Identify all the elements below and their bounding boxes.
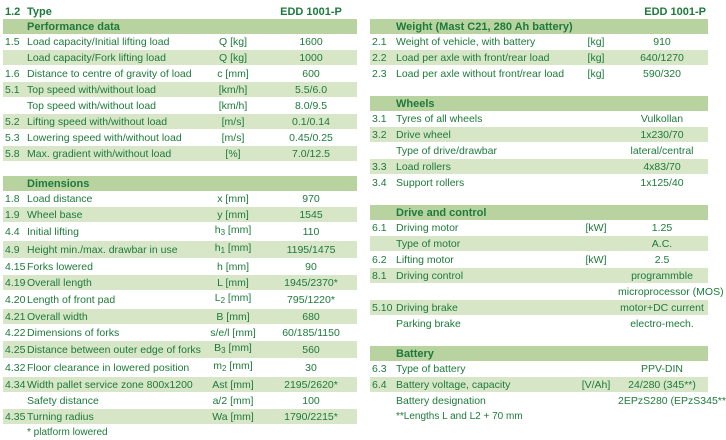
spec-row (3, 82, 357, 98)
spec-unit: c [mm] (201, 66, 265, 82)
spec-value: 600 (265, 66, 357, 82)
section-code (370, 96, 394, 111)
spec-code (370, 143, 394, 159)
spec-row (370, 361, 708, 377)
unit-symbol: h (214, 242, 221, 254)
footnote-text: * platform lowered (27, 426, 108, 438)
spec-unit (576, 361, 616, 377)
spec-value: 970 (265, 191, 357, 207)
spec-value: 1x125/40 (616, 175, 708, 191)
spec-unit (576, 393, 616, 409)
spec-row (370, 252, 708, 268)
spec-value: motor+DC current (616, 300, 708, 316)
spec-code: 5.8 (3, 146, 25, 162)
spec-label: Lowering speed with/without load (25, 130, 201, 146)
spec-label (394, 284, 576, 300)
spec-code: 4.35 (5, 410, 26, 423)
head-blank (370, 4, 394, 19)
spec-label: Battery designation (394, 393, 576, 409)
spec-row (3, 359, 357, 377)
spec-row (370, 220, 708, 236)
left-spec-column (3, 4, 357, 440)
spec-unit: [kg] (576, 66, 616, 82)
model-name: EDD 1001-P (280, 5, 342, 18)
spec-label: Type of motor (394, 236, 576, 252)
spec-code: 4.9 (3, 241, 25, 259)
spec-row (3, 377, 357, 393)
spec-row (370, 66, 708, 82)
spec-label: Length of front pad (25, 291, 201, 309)
spec-label: Floor clearance in lowered position (25, 359, 201, 377)
spec-code: 1.9 (3, 207, 25, 223)
spec-label: Tyres of all wheels (394, 111, 576, 127)
spec-unit (201, 223, 265, 241)
section-code (3, 176, 25, 191)
spec-row (3, 275, 357, 291)
spec-label: Lifting speed with/without load (25, 114, 201, 130)
spec-code: 5.1 (3, 82, 25, 98)
section-header (3, 19, 357, 34)
spec-row (3, 393, 357, 409)
unit-subscript: 2 (222, 364, 227, 373)
spec-unit (576, 268, 616, 284)
spec-row (370, 236, 708, 252)
spec-unit: [km/h] (201, 98, 265, 114)
spec-row (3, 291, 357, 309)
section-spacer (370, 82, 708, 97)
spec-row (3, 114, 357, 130)
spec-value: 0.1/0.14 (265, 114, 357, 130)
spec-value: 90 (265, 259, 357, 275)
section-code (3, 19, 25, 34)
unit-rest: [mm] (225, 342, 252, 354)
platform-footnote (3, 425, 357, 440)
spec-value: 1000 (265, 50, 357, 66)
spec-value: 640/1270 (616, 50, 708, 66)
spec-unit: Wa [mm] (201, 409, 265, 425)
spec-label: Parking brake (394, 316, 576, 332)
section-spacer (370, 191, 708, 206)
spec-unit (576, 175, 616, 191)
section-code (370, 346, 394, 361)
section-spacer (370, 332, 708, 347)
model-header-row (370, 4, 708, 19)
spec-code: 3.2 (370, 127, 394, 143)
spec-code: 4.19 (5, 276, 26, 289)
spec-value: 1545 (265, 207, 357, 223)
spec-label: Load per axle without front/rear load (394, 66, 576, 82)
spec-unit (201, 241, 265, 259)
spec-label: Safety distance (25, 393, 201, 409)
spec-row (370, 268, 708, 284)
spec-label: Wheel base (25, 207, 201, 223)
spec-code: 4.20 (3, 291, 25, 309)
spec-value: 7.0/12.5 (265, 146, 357, 162)
spec-label: Lifting motor (394, 252, 576, 268)
model-name: EDD 1001-P (644, 5, 706, 18)
spec-label: Distance between outer edge of forks (25, 341, 201, 359)
spec-code: 8.1 (370, 268, 394, 284)
spec-value: lateral/central (616, 143, 708, 159)
unit-subscript: 3 (220, 228, 226, 237)
spec-row (3, 259, 357, 275)
spec-unit: L [mm] (201, 275, 265, 291)
spec-code: 1.6 (3, 66, 25, 82)
section-header (370, 96, 708, 111)
spec-row (370, 159, 708, 175)
spec-label: Overall width (25, 309, 201, 325)
spec-label: Turning radius (25, 409, 201, 425)
section-title: Battery (394, 346, 708, 361)
section-title: Weight (Mast C21, 280 Ah battery) (394, 19, 708, 34)
spec-code: 5.2 (3, 114, 25, 130)
spec-unit: Ast [mm] (201, 377, 265, 393)
spec-unit: [V/Ah] (576, 377, 616, 393)
spec-unit: s/e/l [mm] (201, 325, 265, 341)
spec-label: Width pallet service zone 800x1200 (25, 377, 201, 393)
spec-value: microprocessor (MOS) (618, 285, 724, 298)
spec-row (3, 66, 357, 82)
spec-row (3, 223, 357, 241)
spec-row (370, 300, 708, 316)
spec-label: Driving motor (394, 220, 576, 236)
spec-code: 5.3 (3, 130, 25, 146)
unit-symbol: L (214, 292, 221, 304)
spec-label: Support rollers (394, 175, 576, 191)
spec-label: Dimensions of forks (25, 325, 201, 341)
spec-code: 4.34 (5, 378, 26, 391)
head-blank (394, 4, 576, 19)
spec-unit (576, 127, 616, 143)
spec-code (370, 393, 394, 409)
spec-code: 4.4 (3, 223, 25, 241)
spec-unit: y [mm] (201, 207, 265, 223)
spec-label: Driving brake (394, 300, 576, 316)
spec-value: 680 (265, 309, 357, 325)
spec-value: 0.45/0.25 (265, 130, 357, 146)
spec-unit: x [mm] (201, 191, 265, 207)
spec-label: Weight of vehicle, with battery (394, 34, 576, 50)
spec-code: 3.3 (370, 159, 394, 175)
spec-unit: a/2 [mm] (201, 393, 265, 409)
spec-label: Load per axle with front/rear load (394, 50, 576, 66)
spec-code: 4.22 (5, 326, 26, 339)
spec-label: Forks lowered (25, 259, 201, 275)
spec-code: 3.1 (370, 111, 394, 127)
spec-code: 5.10 (372, 301, 393, 314)
section-title: Wheels (394, 96, 708, 111)
spec-unit: [m/s] (201, 130, 265, 146)
spec-value: programmble (616, 268, 708, 284)
head-blank (576, 4, 616, 19)
type-code: 1.2 (5, 5, 21, 18)
spec-unit (576, 300, 616, 316)
spec-unit: [m/s] (201, 114, 265, 130)
spec-label: Top speed with/without load (25, 82, 201, 98)
spec-row (3, 341, 357, 359)
type-spacer (201, 4, 265, 19)
spec-value: 4x83/70 (616, 159, 708, 175)
spec-code: 4.25 (3, 341, 25, 359)
spec-unit: [km/h] (201, 82, 265, 98)
spec-row (370, 143, 708, 159)
spec-value: 1790/2215* (265, 409, 357, 425)
spec-row (370, 377, 708, 393)
section-title: Performance data (25, 19, 357, 34)
spec-label: Type of drive/drawbar (394, 143, 576, 159)
section-title: Drive and control (394, 205, 708, 220)
spec-label: Load distance (25, 191, 201, 207)
spec-value: 2EPzS280 (EPzS345** (618, 394, 726, 407)
spec-value: 2.5 (616, 252, 708, 268)
spec-code (3, 393, 25, 409)
spec-code: 6.3 (370, 361, 394, 377)
spec-code: 4.32 (3, 359, 25, 377)
spec-value: PPV-DIN (616, 361, 708, 377)
spec-label: Driving control (394, 268, 576, 284)
spec-value: 1195/1475 (265, 241, 357, 259)
unit-symbol: h (214, 224, 221, 236)
unit-symbol: m (213, 360, 223, 372)
spec-code (370, 284, 394, 300)
spec-code: 6.2 (370, 252, 394, 268)
spec-value: 560 (265, 341, 357, 359)
spec-unit: [kW] (576, 252, 616, 268)
spec-code (3, 98, 25, 114)
unit-subscript: 2 (220, 296, 226, 305)
spec-value: 1.25 (616, 220, 708, 236)
spec-unit: Q [kg] (201, 34, 265, 50)
left-spec-table (3, 4, 357, 440)
type-header-row (3, 4, 357, 19)
spec-label: Load capacity/Fork lifting load (25, 50, 201, 66)
spec-row (3, 191, 357, 207)
section-title: Dimensions (25, 176, 357, 191)
spec-code: 2.3 (370, 66, 394, 82)
right-spec-column (370, 4, 726, 424)
spec-unit (576, 236, 616, 252)
spec-unit: [kg] (576, 34, 616, 50)
spec-code: 2.2 (370, 50, 394, 66)
battery-footnote (370, 409, 708, 425)
spec-unit: [kW] (576, 220, 616, 236)
spec-row (3, 309, 357, 325)
spec-row (370, 284, 708, 300)
spec-label: Distance to centre of gravity of load (25, 66, 201, 82)
unit-rest: [mm] (225, 242, 252, 254)
spec-unit (201, 291, 265, 309)
spec-unit: Q [kg] (201, 50, 265, 66)
spec-row (3, 50, 357, 66)
spec-label: Load rollers (394, 159, 576, 175)
spec-row (3, 146, 357, 162)
spec-unit (576, 111, 616, 127)
spec-row (3, 98, 357, 114)
spec-row (3, 241, 357, 259)
spec-row (3, 34, 357, 50)
spec-code: 4.21 (5, 310, 26, 323)
type-label: Type (27, 5, 52, 18)
spec-code: 1.5 (3, 34, 25, 50)
spec-unit (576, 159, 616, 175)
spec-value: electro-mech. (616, 316, 708, 332)
spec-unit (201, 359, 265, 377)
spec-value: 8.0/9.5 (265, 98, 357, 114)
section-spacer (3, 162, 357, 177)
unit-subscript: 1 (220, 246, 226, 255)
section-code (370, 19, 394, 34)
spec-value: 110 (265, 223, 357, 241)
footnote-text: **Lengths L and L2 + 70 mm (396, 410, 523, 422)
spec-value: 60/185/1150 (265, 325, 357, 341)
spec-label: Load capacity/Initial lifting load (25, 34, 201, 50)
spec-value: 5.5/6.0 (265, 82, 357, 98)
spec-label: Type of battery (394, 361, 576, 377)
section-header (3, 176, 357, 191)
spec-row (3, 325, 357, 341)
spec-code: 6.1 (370, 220, 394, 236)
spec-value: 590/320 (616, 66, 708, 82)
spec-value: 100 (265, 393, 357, 409)
spec-unit (201, 341, 265, 359)
spec-code (370, 236, 394, 252)
spec-code: 6.4 (370, 377, 394, 393)
spec-label: Initial lifting (25, 223, 201, 241)
spec-row (370, 393, 708, 409)
unit-rest: [mm] (225, 224, 252, 236)
spec-unit: h [mm] (201, 259, 265, 275)
spec-row (3, 409, 357, 425)
spec-unit: [kg] (576, 50, 616, 66)
unit-subscript: 3 (221, 346, 226, 355)
footnote-indent (370, 409, 394, 425)
spec-value: 910 (616, 34, 708, 50)
spec-value: A.C. (616, 236, 708, 252)
spec-label: Battery voltage, capacity (394, 377, 576, 393)
spec-row (3, 207, 357, 223)
spec-unit (576, 316, 616, 332)
spec-unit (576, 284, 616, 300)
spec-code (370, 316, 394, 332)
unit-rest: [mm] (225, 292, 252, 304)
spec-value: 1945/2370* (265, 275, 357, 291)
right-spec-table (370, 4, 726, 424)
spec-row (370, 50, 708, 66)
spec-label: Drive wheel (394, 127, 576, 143)
spec-row (3, 130, 357, 146)
spec-code: 2.1 (370, 34, 394, 50)
spec-value: 2195/2620* (265, 377, 357, 393)
spec-value: Vulkollan (616, 111, 708, 127)
spec-code (3, 50, 25, 66)
spec-row (370, 127, 708, 143)
footnote-indent (3, 425, 25, 440)
section-header (370, 205, 708, 220)
section-header (370, 19, 708, 34)
spec-unit: B [mm] (201, 309, 265, 325)
spec-value: 24/280 (345**) (616, 377, 708, 393)
spec-value: 30 (265, 359, 357, 377)
section-header (370, 346, 708, 361)
spec-label: Height min./max. drawbar in use (25, 241, 201, 259)
spec-code: 1.8 (3, 191, 25, 207)
spec-code: 3.4 (370, 175, 394, 191)
spec-value: 1x230/70 (616, 127, 708, 143)
spec-row (370, 316, 708, 332)
spec-label: Max. gradient with/without load (25, 146, 201, 162)
spec-value: 795/1220* (265, 291, 357, 309)
spec-row (370, 111, 708, 127)
unit-symbol: B (214, 342, 222, 354)
spec-unit (576, 143, 616, 159)
spec-unit: [%] (201, 146, 265, 162)
spec-row (370, 34, 708, 50)
spec-label: Top speed with/without load (25, 98, 201, 114)
spec-row (370, 175, 708, 191)
spec-value: 1600 (265, 34, 357, 50)
spec-code: 4.15 (5, 260, 26, 273)
section-code (370, 205, 394, 220)
spec-label: Overall length (25, 275, 201, 291)
unit-rest: [mm] (226, 360, 253, 372)
